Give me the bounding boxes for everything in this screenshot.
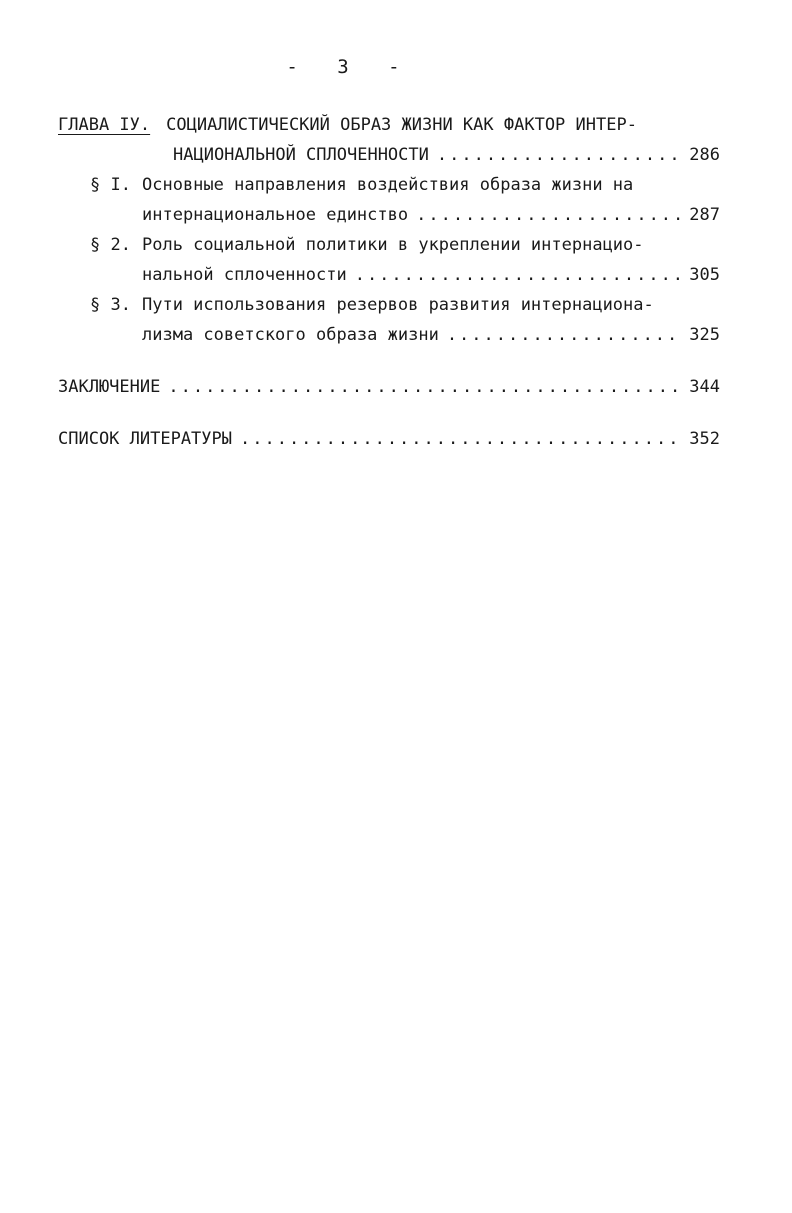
- section-mark: § 2.: [90, 235, 131, 255]
- leader-dots: [437, 140, 683, 170]
- page-number: - 3 -: [286, 56, 414, 78]
- bibliography-label: СПИСОК ЛИТЕРАТУРЫ: [58, 429, 232, 449]
- section-1-line2: [58, 200, 720, 230]
- chapter-heading-line: [58, 110, 720, 140]
- section-page: 287: [689, 205, 720, 225]
- leader-dots: [355, 260, 684, 290]
- table-of-contents: [58, 110, 720, 454]
- section-mark: § I.: [90, 175, 131, 195]
- chapter-title-line2-row: [58, 140, 720, 170]
- section-3-line1: [58, 290, 720, 320]
- section-1-line1: [58, 170, 720, 200]
- leader-dots: [416, 200, 683, 230]
- section-2-line2: [58, 260, 720, 290]
- section-page: 305: [689, 265, 720, 285]
- section-title-line2: нальной сплоченности: [142, 265, 347, 285]
- section-title-line1: Основные направления воздействия образа жизни на: [142, 175, 634, 195]
- chapter-label: ГЛАВА IУ.: [58, 115, 151, 135]
- section-title-line2: лизма советского образа жизни: [142, 325, 439, 345]
- leader-dots: [240, 424, 683, 454]
- section-mark: § 3.: [90, 295, 131, 315]
- leader-dots: [447, 320, 683, 350]
- section-3-line2: [58, 320, 720, 350]
- bibliography-line: [58, 424, 720, 454]
- section-2-line1: [58, 230, 720, 260]
- chapter-title-line2: НАЦИОНАЛЬНОЙ СПЛОЧЕННОСТИ: [173, 145, 429, 165]
- conclusion-label: ЗАКЛЮЧЕНИЕ: [58, 377, 161, 397]
- section-title-line1: Пути использования резервов развития интернациона-: [142, 295, 654, 315]
- leader-dots: [168, 372, 683, 402]
- section-title-line1: Роль социальной политики в укреплении интернацио-: [142, 235, 644, 255]
- bibliography-page: 352: [689, 429, 720, 449]
- conclusion-line: [58, 372, 720, 402]
- chapter-title-line1: СОЦИАЛИСТИЧЕСКИЙ ОБРАЗ ЖИЗНИ КАК ФАКТОР ИНТЕР-: [166, 115, 637, 135]
- chapter-page: 286: [689, 145, 720, 165]
- section-title-line2: интернациональное единство: [142, 205, 409, 225]
- section-page: 325: [689, 325, 720, 345]
- conclusion-page: 344: [689, 377, 720, 397]
